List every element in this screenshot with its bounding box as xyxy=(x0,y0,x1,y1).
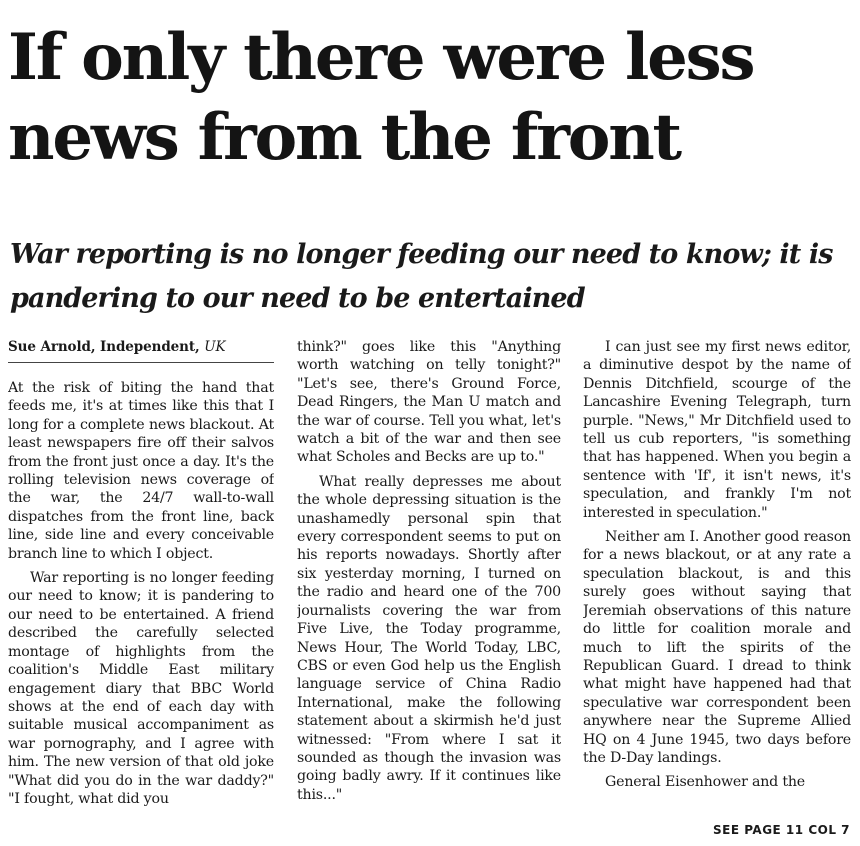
article-paragraph-5: Neither am I. Another good reason for a news blackout, or at any rate a speculation blackout, is and this surely goes without saying that Jeremiah observations of this nature do little for coalition morale and much to lift the spirits of the Republican Guard. I dread to think what might have happened had that speculative war correspondent been anywhere near the Supreme Allied HQ on 4 June 1945, two days before the D-Day landings. xyxy=(583,529,851,766)
continuation-reference: SEE PAGE 11 COL 7 xyxy=(713,823,850,837)
article-paragraph-2-end: think?" goes like this "Anything worth watching on telly tonight?" "Let's see, there's Ground Force, Dead Ringers, the Man U match and the war of course. Tell you what, let's watch a bit of the war and then see what Scholes and Becks are up to." xyxy=(297,339,561,466)
article-paragraph-1: At the risk of biting the hand that feeds me, it's at times like this that I long for a complete news blackout. At least newspapers fire off their salvos from the front just once a day. It's the rolling television news coverage of the war, the 24/7 wall-to-wall dispatches from the front line, back line, side line and every conceivable branch line to which I object. xyxy=(8,380,274,562)
article-column-1 xyxy=(8,338,274,814)
byline-publication: Independent xyxy=(100,339,196,355)
byline-author: Sue Arnold xyxy=(8,339,91,355)
byline-region: UK xyxy=(204,339,226,355)
article-paragraph-2-start: War reporting is no longer feeding our need to know; it is pandering to our need to be entertained. A friend described the carefully selected montage of highlights from the coalition's Middle East military engagement diary that BBC World shows at the end of each day with suitable musical accompaniment as war pornography, and I agree with him. The new version of that old joke "What did you do in the war daddy?" "I fought, what did you xyxy=(8,570,274,807)
article-paragraph-3: What really depresses me about the whole depressing situation is the unashamedly personal spin that every correspondent seems to put on his reports nowadays. Shortly after six yesterday morning, I turned on the radio and heard one of the 700 journalists covering the war from Five Live, the Today programme, News Hour, The World Today, LBC, CBS or even God help us the English language service of China Radio International, make the following statement about a skirmish he'd just witnessed: "From where I sat it sounded as though the invasion was going badly awry. If it continues like this..." xyxy=(297,473,561,803)
article-paragraph-4: I can just see my first news editor, a diminutive despot by the name of Dennis Ditchfield, scourge of the Lancashire Evening Telegraph, turn purple. "News," Mr Ditchfield used to tell us cub reporters, "is something that has happened. When you begin a sentence with 'If', it isn't news, it's speculation, and frankly I'm not interested in speculation." xyxy=(583,339,851,521)
article-standfirst: War reporting is no longer feeding our need to know; it is pandering to our need to be entertained xyxy=(10,239,833,314)
article-headline: If only there were less news from the front xyxy=(8,20,754,175)
article-column-3 xyxy=(583,338,851,798)
byline: Sue Arnold, Independent, UK xyxy=(8,338,274,363)
article-paragraph-6: General Eisenhower and the xyxy=(605,774,805,791)
article-column-2 xyxy=(297,338,561,810)
